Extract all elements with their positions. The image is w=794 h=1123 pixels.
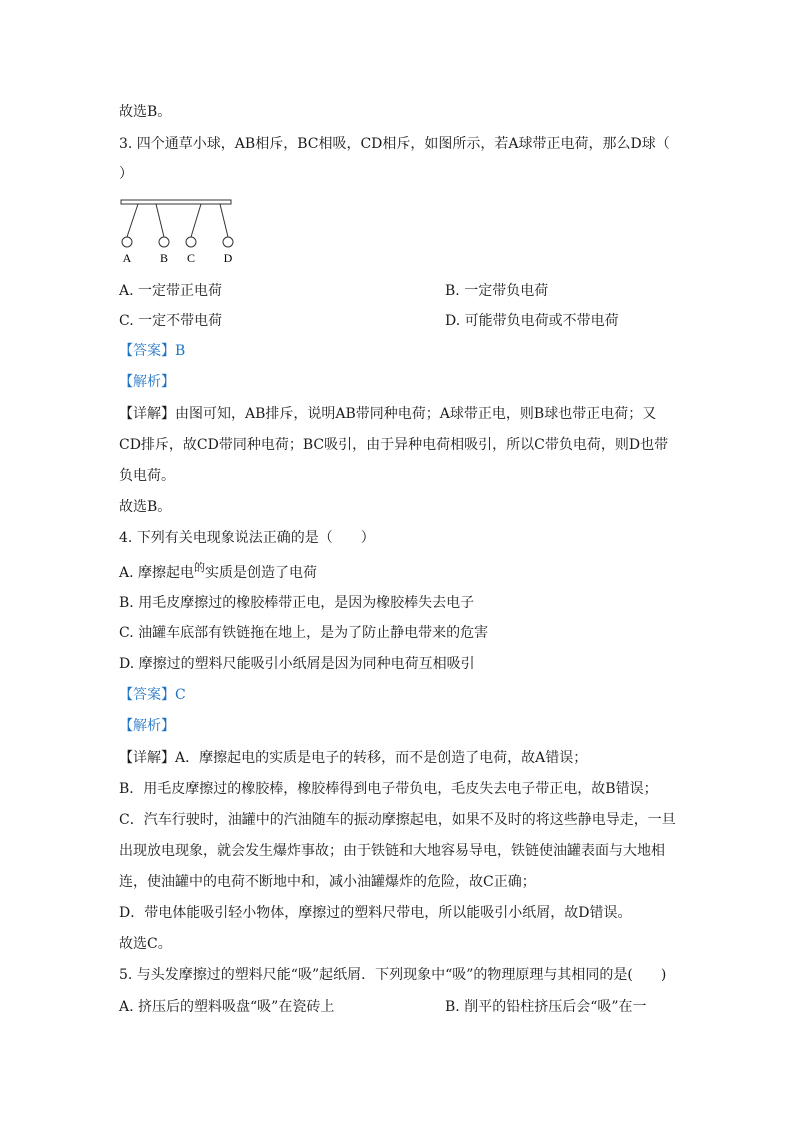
q3-option-a: A. 一定带正电荷 [119, 283, 223, 299]
q4-detail-line-2: B．用毛皮摩擦过的橡胶棒，橡胶棒得到电子带负电，毛皮失去电子带正电，故B错误； [119, 781, 658, 797]
support-bar [121, 200, 231, 204]
ball-a [122, 237, 132, 247]
ball-c [186, 237, 196, 247]
thread-c [191, 204, 201, 237]
q3-option-d: D. 可能带负电荷或不带电荷 [445, 313, 619, 329]
ball-label-d: D [223, 251, 233, 265]
q3-detail-line-2: CD排斥，故CD带同种电荷；BC吸引，由于异种电荷相吸引，所以C带负电荷，则D也带 [119, 437, 669, 453]
q3-conclusion: 故选B。 [119, 499, 172, 515]
q3-stem-close: ） [119, 166, 133, 182]
q4-option-a-pre: A. 摩擦起电 [119, 565, 195, 581]
q3-detail-line-3: 负电荷。 [119, 468, 175, 484]
q4-option-b: B. 用毛皮摩擦过的橡胶棒带正电，是因为橡胶棒失去电子 [119, 595, 475, 611]
q3-detail-line-1: 【详解】由图可知，AB排斥，说明AB带同种电荷；A球带正电，则B球也带正电荷；又 [119, 406, 657, 422]
q4-answer: 【答案】C [119, 687, 186, 703]
q4-option-a-post: 实质是创造了电荷 [205, 565, 318, 581]
q4-option-a-mark: 的 [194, 561, 206, 574]
q4-detail-line-6: D．带电体能吸引轻小物体，摩擦过的塑料尺带电，所以能吸引小纸屑，故D错误。 [119, 905, 632, 921]
q4-detail-line-4: 出现放电现象，就会发生爆炸事故；由于铁链和大地容易导电，铁链使油罐表面与大地相 [119, 843, 665, 859]
q4-option-d: D. 摩擦过的塑料尺能吸引小纸屑是因为同种电荷互相吸引 [119, 656, 475, 672]
pith-balls-diagram [118, 196, 238, 268]
q4-option-a [119, 563, 317, 584]
thread-a [127, 204, 138, 237]
q4-detail-line-5: 连，使油罐中的电荷不断地中和，减小油罐爆炸的危险，故C正确； [119, 874, 536, 890]
ball-b [159, 237, 169, 247]
q3-stem: 3. 四个通草小球，AB相斥，BC相吸，CD相斥，如图所示，若A球带正电荷，那么D球（ [119, 136, 670, 152]
q4-detail-line-1: 【详解】A．摩擦起电的实质是电子的转移，而不是创造了电荷，故A错误； [119, 750, 588, 766]
q5-option-a: A. 挤压后的塑料吸盘“吸”在瓷砖上 [119, 999, 335, 1015]
q5-stem: 5. 与头发摩擦过的塑料尺能“吸”起纸屑．下列现象中“吸”的物理原理与其相同的是( ) [119, 967, 667, 983]
thread-d [220, 204, 228, 237]
q3-answer: 【答案】B [119, 343, 186, 359]
q4-stem: 4. 下列有关电现象说法正确的是（ ） [119, 530, 375, 546]
q4-detail-line-3: C．汽车行驶时，油罐中的汽油随车的振动摩擦起电，如果不及时的将这些静电导走，一旦 [119, 812, 676, 828]
q5-option-b: B. 削平的铅柱挤压后会“吸”在一 [445, 999, 647, 1015]
q3-option-b: B. 一定带负电荷 [445, 283, 549, 299]
q3-option-c: C. 一定不带电荷 [119, 313, 223, 329]
ball-label-b: B [159, 251, 169, 265]
q4-conclusion: 故选C。 [119, 936, 172, 952]
ball-label-a: A [122, 251, 132, 265]
ball-d [223, 237, 233, 247]
q3-analysis: 【解析】 [119, 374, 175, 390]
q4-analysis: 【解析】 [119, 718, 175, 734]
ball-label-c: C [186, 251, 196, 265]
q2-conclusion: 故选B。 [119, 104, 172, 120]
q4-option-c: C. 油罐车底部有铁链拖在地上，是为了防止静电带来的危害 [119, 625, 489, 641]
thread-b [156, 204, 164, 237]
